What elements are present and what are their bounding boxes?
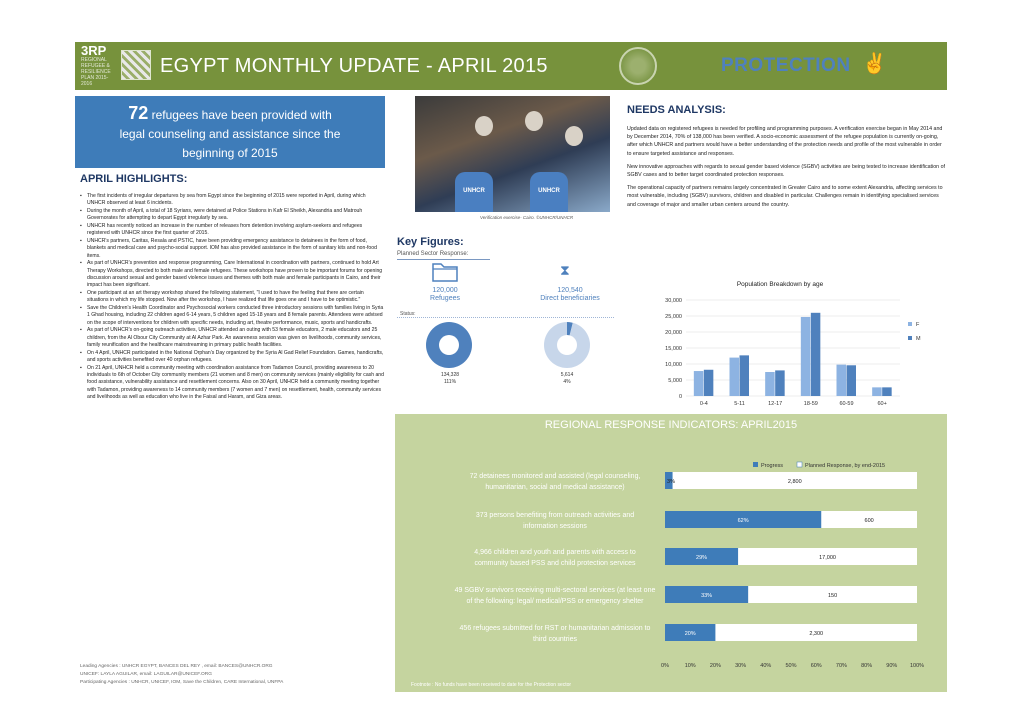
beneficiaries-status-value (547, 372, 587, 386)
divider (397, 317, 614, 318)
direct-beneficiaries-number: 120,540 (557, 287, 583, 294)
agency-line: Leading Agencies : UNHCR EGYPT, BANCES DEL REY , email: BANCES@UNHCR.ORG (80, 664, 273, 669)
photo-figure (475, 116, 493, 136)
highlight-item: ▪ As part of UNHCR's prevention and response programming, Care International in coordination with partners, continued to hold Art Therapy Workshops, directed to both male and female refugees. These workshops have proven to be important forums for opening discussion around sexual and gender based violence issues and themes with both male and female participants in Cairo, and their impact has been significant. (80, 260, 385, 289)
headline-box (75, 96, 385, 168)
qr-code-icon (121, 50, 151, 80)
indicator-label (476, 512, 634, 530)
x-tick-label: 60+ (877, 401, 887, 407)
headline-line2: legal counseling and assistance since the (119, 127, 341, 141)
progress-label: 20% (684, 631, 696, 637)
needs-paragraph: The operational capacity of partners remains largely concentrated in Greater Cairo and to some extent Alexandria, affecting services to most vulnerable, including (SGBV) survivors, children and disabled in particular. Challenges remain in identifying specialised services and coverage of major and smaller urban centers around the country. (627, 185, 943, 208)
legend-swatch (753, 462, 758, 467)
field-photo (415, 96, 610, 212)
x-tick-label: 20% (709, 663, 721, 669)
bar-f (872, 387, 882, 396)
bar-f (765, 372, 774, 396)
planned-label: 600 (864, 518, 874, 524)
planned-response-label: Planned Sector Response: (397, 251, 469, 257)
needs-paragraph: Updated data on registered refugees is needed for profiling and programming purposes. A verification exercise began in May 2014 and by December 2014, 70% of 138,000 has been verified. A socio-economic assessment of the refugee population is currently on-going, after which UNHCR and partners would have a better understanding of the protection needs and profile of the most vulnerable in order to ensure targeted assistance and responses. (627, 126, 943, 157)
bar-m (704, 370, 714, 396)
indicator-label (460, 625, 651, 643)
beneficiaries-status-donut (544, 322, 590, 368)
highlights-title: APRIL HIGHLIGHTS: (80, 173, 188, 185)
legend-swatch (908, 322, 912, 326)
refugees-status-value (430, 372, 470, 386)
highlight-item: ▪ On 4 April, UNHCR participated in the National Orphan's Day organized by the Syria Al Gad Relief Foundation. Games, handicrafts, and sports activities benefited over 40 orphan refugees. (80, 350, 385, 365)
needs-paragraph: New innovative approaches with regards to sexual gender based violence (SGBV) activities are being tested to increase identification of SGBV cases and to better target coordinated protection responses. (627, 163, 945, 179)
indicator-label-line: 4,966 children and youth and parents with access to (474, 549, 636, 556)
hourglass-icon: ⧗ (560, 262, 570, 278)
legend-label: M (916, 336, 921, 342)
y-tick-label: 10,000 (665, 362, 682, 368)
status-label: Status: (400, 311, 416, 317)
sector-label: PROTECTION (721, 55, 851, 76)
highlights-list (80, 193, 385, 402)
y-tick-label: 30,000 (665, 298, 682, 304)
agency-line: UNICEF: LAYLA AGUILAR, email: LAGUILAR@UNICEF.ORG (80, 672, 212, 677)
progress-label: 3% (667, 479, 675, 485)
highlight-item: ▪ UNHCR has recently noticed an increase in the number of releases from detention involving asylum-seekers and refugees registered with UNHCR since the first quarter of 2015. (80, 223, 385, 238)
needs-analysis-title: NEEDS ANALYSIS: (627, 104, 726, 116)
indicator-label-line: community based PSS and child protection services (474, 560, 636, 567)
x-tick-label: 40% (760, 663, 772, 669)
donut-value: 5,614 (560, 372, 574, 378)
protection-hand-icon: ✌ (862, 53, 887, 75)
photo-figure (565, 126, 583, 146)
x-tick-label: 60% (810, 663, 822, 669)
progress-label: 33% (701, 593, 713, 599)
bar-m (775, 370, 785, 396)
legend-label: Progress (761, 463, 784, 469)
unhcr-vest: UNHCR (530, 172, 568, 212)
emblem-icon (619, 47, 657, 85)
progress-label: 29% (696, 555, 708, 561)
indicator-label (470, 473, 641, 491)
chart-title: Population Breakdown by age (736, 281, 824, 288)
indicator-label-line: 72 detainees monitored and assisted (legal counseling, (469, 473, 641, 480)
refugees-status-donut (426, 322, 472, 368)
bar-m (882, 387, 892, 396)
indicator-label-line: humanitarian, social and medical assistance) (485, 484, 625, 491)
highlight-item: ▪ UNHCR's partners, Caritas, Resala and PSTIC, have been providing emergency assistance to detainees in the form of food, blankets and medical care and psycho-social support. IOM has also provided assistance in the form of sanitary kits and non-food items. (80, 238, 385, 260)
unhcr-vest: UNHCR (455, 172, 493, 212)
planned-refugees-label: Refugees (430, 295, 460, 302)
x-tick-label: 80% (861, 663, 873, 669)
planned-label: 150 (827, 593, 838, 599)
x-tick-label: 0% (661, 663, 669, 669)
x-tick-label: 90% (886, 663, 898, 669)
x-tick-label: 5-11 (734, 401, 745, 407)
x-tick-label: 70% (835, 663, 847, 669)
photo-figure (525, 111, 543, 131)
planned-refugees-number: 120,000 (432, 287, 458, 294)
highlight-item: ▪ One participant at an art therapy workshop shared the following statement, "I used to have the feeling that there are certain situations in which my life stopped. Now after the workshop, I have realized that life goes one and I have to be optimistic." (80, 290, 385, 305)
headline-line1: refugees have been provided with (148, 108, 332, 122)
indicator-label (474, 549, 636, 567)
bar-f (801, 317, 811, 396)
x-tick-label: 10% (684, 663, 696, 669)
legend-label: F (916, 322, 920, 328)
key-figures-title: Key Figures: (397, 236, 464, 248)
funding-footnote: Footnote : No funds have been received to date for the Protection sector (411, 682, 572, 688)
x-tick-label: 60-59 (839, 401, 854, 407)
indicator-label-line: 373 persons benefiting from outreach activities and (475, 512, 635, 519)
needs-analysis-text (627, 125, 945, 214)
agencies-footer (80, 663, 385, 687)
highlight-item: ▪ The first incidents of irregular departures by sea from Egypt since the beginning of 2015 were reported in April, during which UNHCR observed at least 6 incidents. (80, 193, 385, 208)
page-title: EGYPT MONTHLY UPDATE - APRIL 2015 (160, 55, 548, 77)
x-tick-label: 100% (909, 663, 925, 669)
bar-m (740, 355, 750, 396)
direct-beneficiaries-label: Direct beneficiaries (540, 295, 600, 302)
y-tick-label: 0 (678, 394, 682, 400)
indicator-label-line: 49 SGBV survivors receiving multi-sectoral services (at least one (454, 587, 656, 594)
planned-label: 17,000 (819, 555, 836, 561)
donut-value: 134,328 (440, 372, 460, 378)
bar-m (811, 313, 821, 396)
population-age-chart (640, 278, 940, 408)
photo-caption: Verification exercise- Cairo. ©UNHCR/UNHCR (480, 215, 574, 220)
indicator-label-line: information sessions (523, 523, 587, 530)
regional-indicators-title: REGIONAL RESPONSE INDICATORS: APRIL2015 (544, 419, 798, 431)
logo-subtext: REGIONAL REFUGEE & RESILIENCE PLAN 2015-2016 (81, 57, 111, 87)
x-tick-label: 30% (735, 663, 747, 669)
legend-swatch (908, 336, 912, 340)
regional-indicators-chart (395, 450, 947, 685)
bar-f (694, 371, 704, 396)
y-tick-label: 20,000 (665, 330, 682, 336)
highlight-item: ▪ As part of UNHCR's on-going outreach activities, UNHCR attended an outing with 53 female educators, 2 male educators and 25 children, from the Al Obour City Community at Al Azhar Park. An awareness session was given on livelihoods, community services, family reunification and the healthcare mainstreaming in primary public health facilities. (80, 327, 385, 349)
bar-f (837, 365, 847, 396)
y-tick-label: 25,000 (665, 314, 682, 320)
logo-text: 3RP (81, 43, 107, 58)
bar-m (847, 365, 857, 396)
x-tick-label: 0-4 (699, 401, 708, 407)
indicator-label (455, 587, 656, 605)
x-tick-label: 50% (785, 663, 797, 669)
indicator-label-line: 456 refugees submitted for RST or humanitarian admission to (459, 625, 651, 632)
headline-line3: beginning of 2015 (182, 146, 278, 160)
y-tick-label: 5,000 (668, 378, 682, 384)
planned-label: 2,300 (809, 631, 824, 637)
headline-number: 72 (128, 103, 149, 123)
legend-swatch (797, 462, 802, 467)
3rp-logo (81, 45, 119, 87)
legend-label: Planned Response, by end-2015 (805, 463, 886, 469)
donut-percent: 4% (563, 379, 571, 385)
highlight-item: ▪ Save the Children's Health Coordinator and Psychosocial workers conducted three introductory sessions with families living in Syria 1 Ghad housing, including 22 children aged 6-14 years, 5 children aged 15-18 years and 8 female parents. Attendees were advised on the scope of interventions for children with specific needs, including art, theatre performance, music, sports and handicrafts. (80, 305, 385, 327)
agency-line: Participating Agencies : UNHCR, UNICEF, IOM, Save the Children, CARE International, UNFPA (80, 680, 284, 685)
x-tick-label: 18-59 (803, 401, 818, 407)
x-tick-label: 12-17 (768, 401, 783, 407)
highlight-item: ▪ On 21 April, UNHCR held a community meeting with coordination assistance from Tadamon Council, providing awareness to 20 individuals to 6th of October City community members (21 women and 8 men) on community services (mainly eligibility for cash and food assistance, vulnerability assistance and resettlement concerns. Also on 30 April, UNHCR held a community meeting together with Tadamon, providing awareness to 14 community members (7 women and 7 men) on resettlement, health, community services and livelihoods as well as education who live in the Faisal and Haram, and Giza areas. (80, 365, 385, 402)
progress-label: 62% (737, 518, 749, 524)
indicator-label-line: third countries (533, 636, 577, 643)
bar-f (730, 358, 740, 396)
indicator-label-line: of the following: legal/ medical/PSS or emergency shelter (466, 598, 644, 605)
planned-label: 2,800 (787, 479, 802, 485)
folder-icon (432, 260, 458, 282)
y-tick-label: 15,000 (665, 346, 682, 352)
highlight-item: ▪ During the month of April, a total of 18 Syrians, were detained at Police Stations in Kafr El Sheikh, Alexandria and Matrouh Governorates for attempting to depart Egypt irregularly by sea. (80, 208, 385, 223)
donut-percent: 111% (443, 379, 457, 385)
